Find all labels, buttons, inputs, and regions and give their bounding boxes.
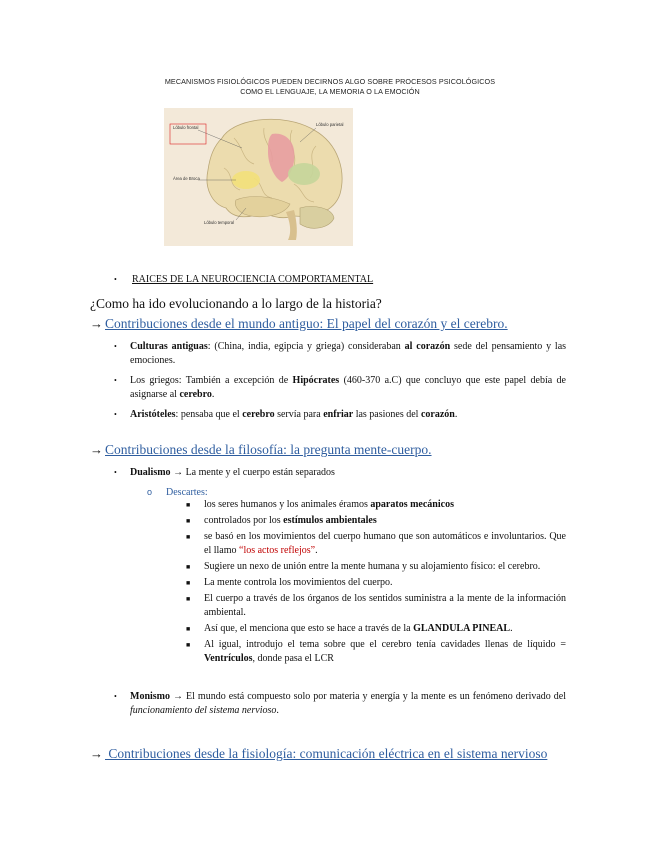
square-bullet-icon: ■ <box>186 501 191 509</box>
monismo-item: • Monismo → El mundo está compuesto solo por materia y energía y la mente es un fenómeno derivado del funcionamiento del sistema nervioso. <box>114 691 567 716</box>
section2-heading <box>90 441 432 459</box>
arrow-icon: → <box>90 442 103 457</box>
circle-bullet-icon: o <box>147 487 153 497</box>
square-bullet-icon: ■ <box>186 533 191 541</box>
arrow-icon: → <box>90 746 103 761</box>
bullet-icon: • <box>114 692 117 701</box>
section3-heading <box>90 745 547 763</box>
bullet-icon: • <box>114 342 117 351</box>
list-item: ■ Sugiere un nexo de unión entre la mente humana y su alojamiento físico: el cerebro. <box>186 561 541 572</box>
square-bullet-icon: ■ <box>186 563 191 571</box>
bullet-icon: • <box>114 410 117 419</box>
bullet-icon: • <box>114 275 117 284</box>
list-item: ■ Así que, el menciona que esto se hace a través de la GLANDULA PINEAL. <box>186 623 513 634</box>
link-fisiologia[interactable]: Contribuciones desde la fisiología: comunicación eléctrica en el sistema nervioso <box>105 746 548 761</box>
link-filosofia[interactable]: Contribuciones desde la filosofía: la pregunta mente-cuerpo. <box>105 442 432 457</box>
list-item: ■ se basó en los movimientos del cuerpo humano que son automáticos e involuntarios. Que el llamo “los actos reflejos”. <box>186 531 566 556</box>
label-frontal: Lóbulo frontal <box>173 125 199 130</box>
label-temporal: Lóbulo temporal <box>204 220 235 225</box>
list-item: ■ Al igual, introdujo el tema sobre que el cerebro tenía cavidades llenas de líquido = Ventrículos, donde pasa el LCR <box>186 639 566 664</box>
figure-title-line2: COMO EL LENGUAJE, LA MEMORIA O LA EMOCIÓN <box>240 87 420 96</box>
square-bullet-icon: ■ <box>186 517 191 525</box>
square-bullet-icon: ■ <box>186 641 191 649</box>
question-text: ¿Como ha ido evolucionando a lo largo de la historia? <box>90 296 382 311</box>
section1-list <box>114 340 566 422</box>
list-item: • Culturas antiguas: (China, india, egipcia y griega) consideraban al corazón sede del pensamiento y las emociones. <box>114 341 567 366</box>
figure-title <box>60 77 600 97</box>
arrow-icon: → <box>173 691 184 702</box>
square-bullet-icon: ■ <box>186 595 191 603</box>
bullet-icon: • <box>114 376 117 385</box>
label-broca: Área de Broca <box>173 176 200 181</box>
arrow-icon: → <box>90 316 103 331</box>
figure-title-line1: MECANISMOS FISIOLÓGICOS PUEDEN DECIRNOS ALGO SOBRE PROCESOS PSICOLÓGICOS <box>164 77 496 86</box>
bullet-icon: • <box>114 468 117 477</box>
dualismo-item: • Dualismo → La mente y el cuerpo están separados <box>114 467 335 478</box>
section-heading: RAICES DE LA NEUROCIENCIA COMPORTAMENTAL <box>132 274 374 285</box>
section1-heading <box>90 315 508 333</box>
square-bullet-icon: ■ <box>186 625 191 633</box>
brain-figure <box>164 108 353 246</box>
descartes-label: Descartes: <box>166 487 208 498</box>
descartes-list <box>186 498 566 666</box>
list-item: ■ los seres humanos y los animales éramos aparatos mecánicos <box>186 499 454 510</box>
square-bullet-icon: ■ <box>186 579 191 587</box>
list-item: • Los griegos: También a excepción de Hipócrates (460-370 a.C) que concluyo que este papel debía de asignarse al cerebro. <box>114 375 566 400</box>
label-parietal: Lóbulo parietal <box>316 122 344 127</box>
list-item: ■ La mente controla los movimientos del cuerpo. <box>186 577 393 588</box>
list-item: ■ controlados por los estímulos ambientales <box>186 515 377 526</box>
link-mundo-antiguo[interactable]: Contribuciones desde el mundo antiguo: El papel del corazón y el cerebro. <box>105 316 508 331</box>
list-item: ■ El cuerpo a través de los órganos de los sentidos suministra a la mente de la información ambiental. <box>186 593 566 618</box>
list-item: • Aristóteles: pensaba que el cerebro servía para enfriar las pasiones del corazón. <box>114 409 458 420</box>
arrow-icon: → <box>173 467 184 478</box>
